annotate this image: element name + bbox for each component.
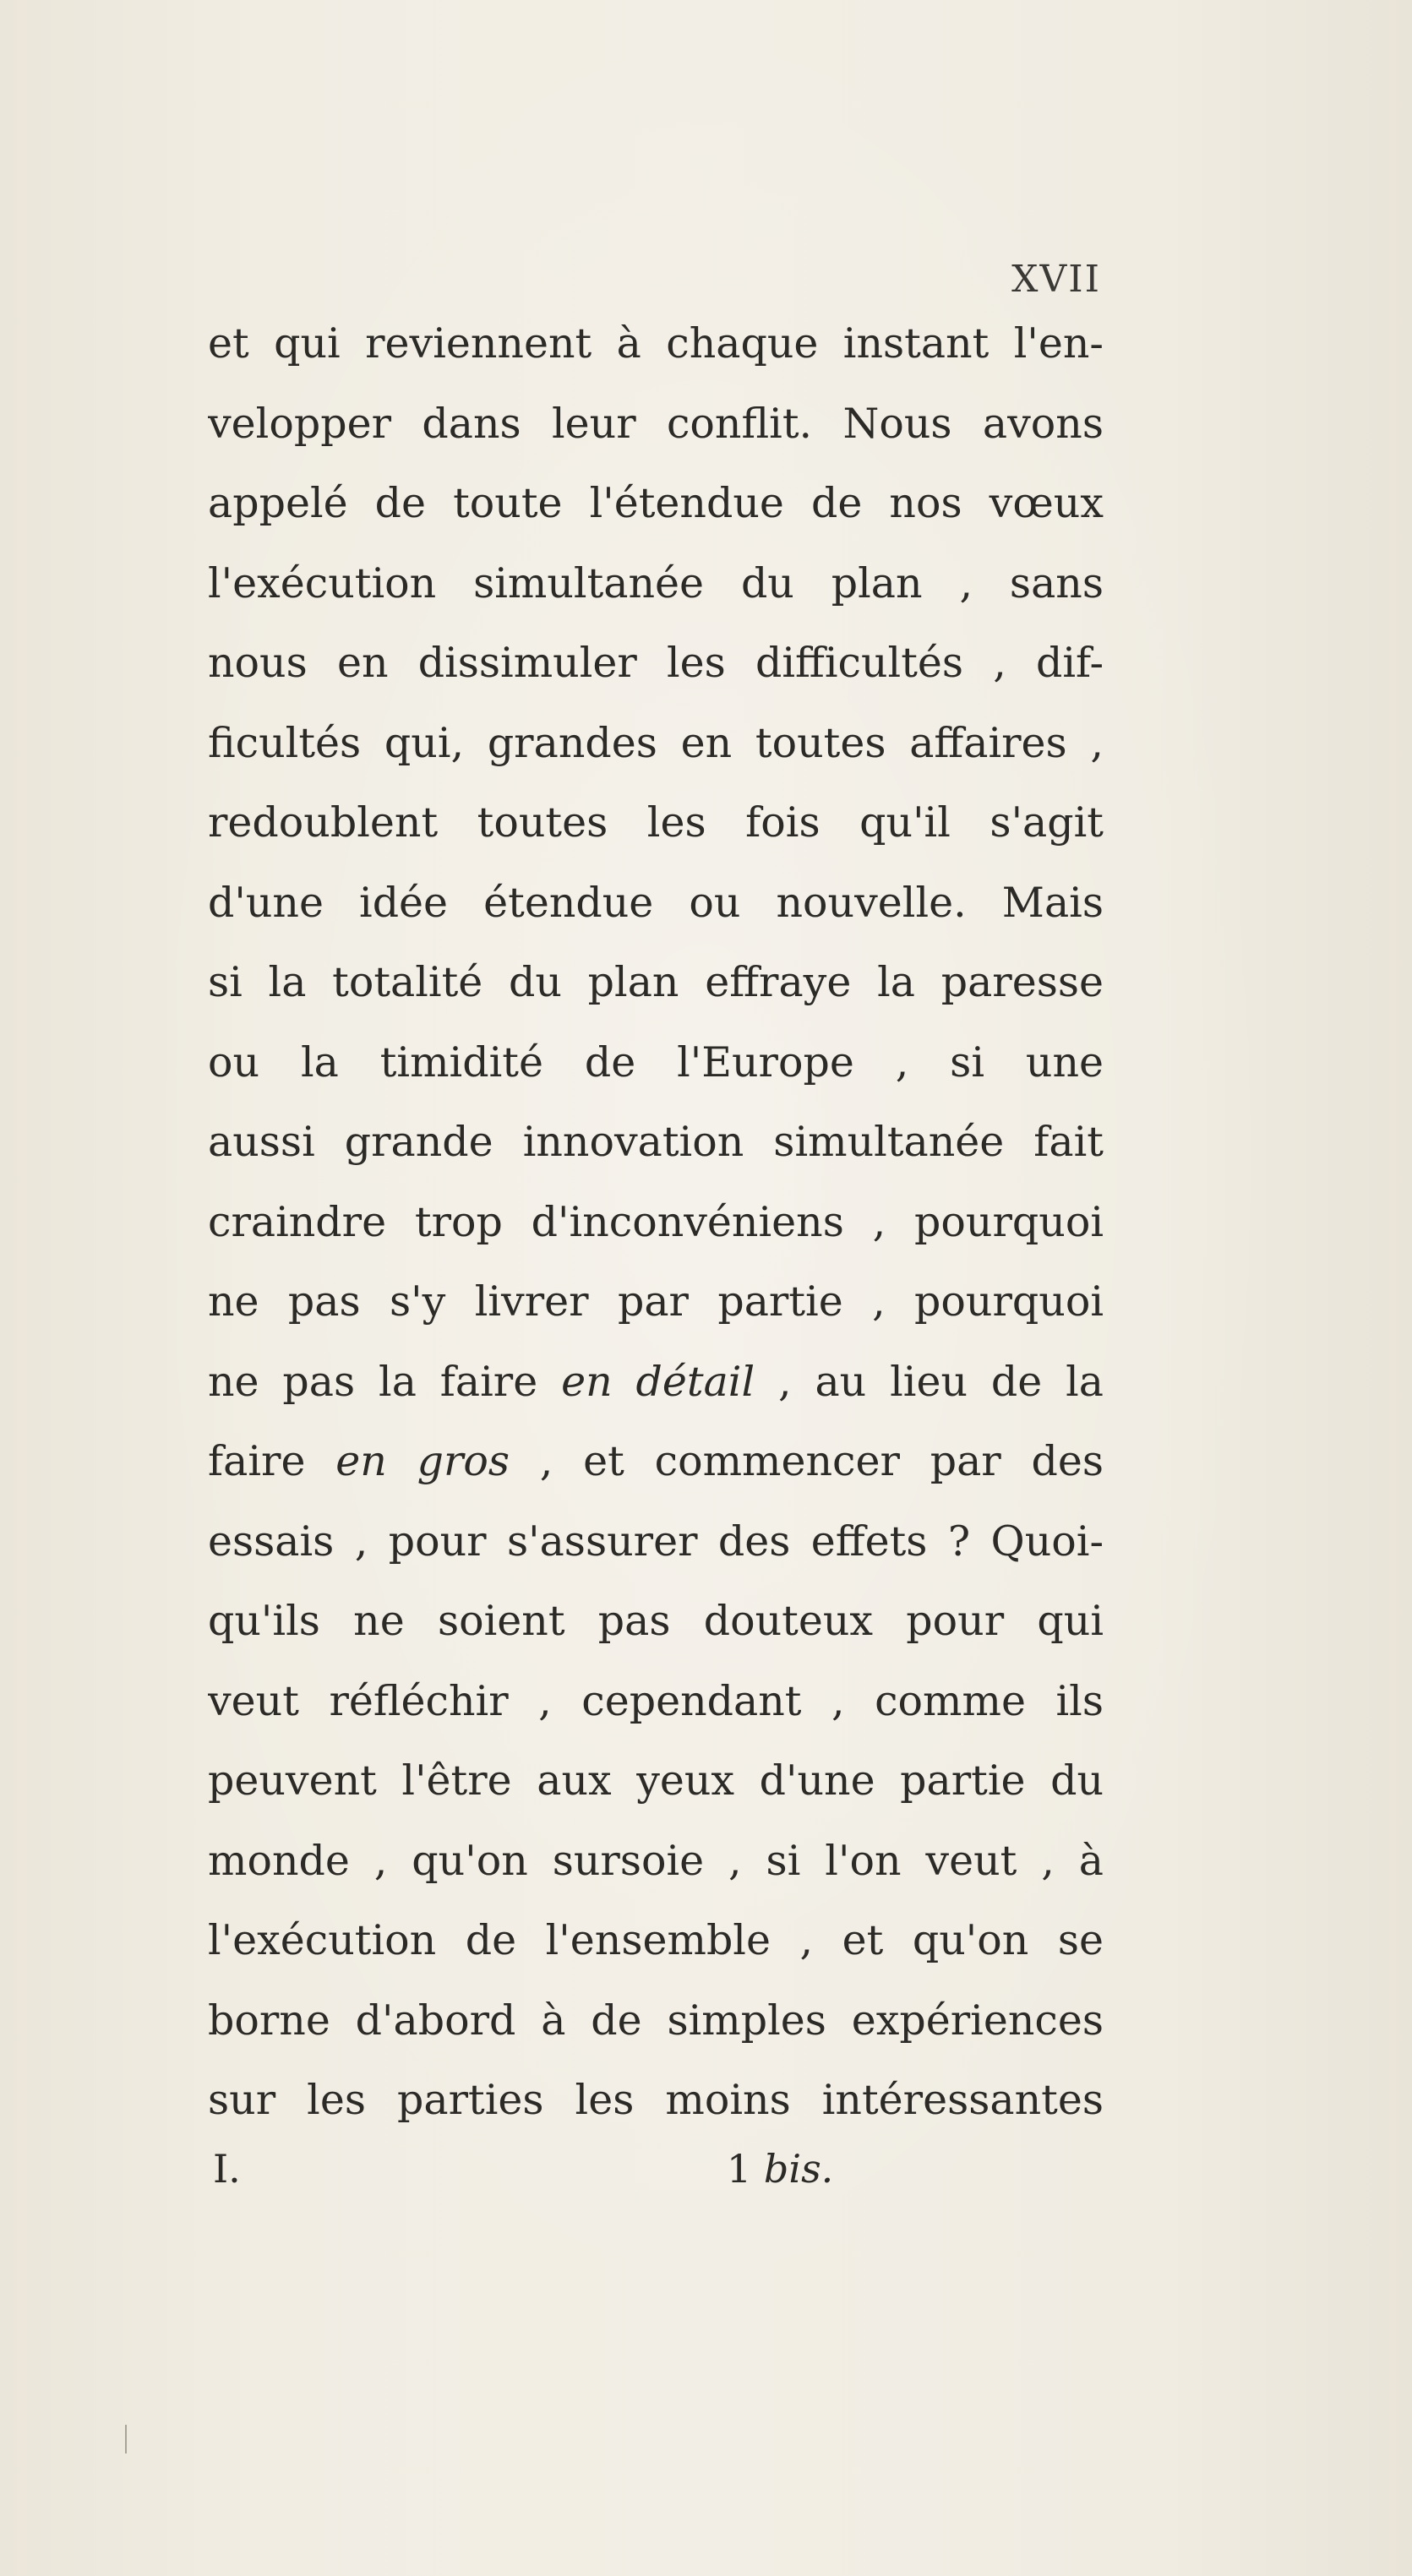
- line-text: ne pas la faire: [208, 1357, 562, 1406]
- text-line: d'une idée étendue ou nouvelle. Mais: [208, 878, 1104, 927]
- page-footer: [0, 2146, 1412, 2205]
- gathering-mark: [727, 2146, 833, 2192]
- text-line: l'exécution de l'ensemble , et qu'on se: [208, 1916, 1104, 1964]
- page-number: XVII: [1011, 258, 1101, 301]
- text-line: monde , qu'on sursoie , si l'on veut , à: [208, 1836, 1104, 1885]
- gathering-number: 1: [727, 2146, 752, 2192]
- text-line: ne pas s'y livrer par partie , pourquoi: [208, 1277, 1104, 1326]
- text-line: sur les parties les moins intéressantes: [208, 2076, 1104, 2124]
- paper-mark: [125, 2425, 127, 2453]
- text-line: peuvent l'être aux yeux d'une partie du: [208, 1756, 1104, 1805]
- text-line: veut réfléchir , cependant , comme ils: [208, 1676, 1104, 1725]
- text-line: redoublent toutes les fois qu'il s'agit: [208, 798, 1104, 847]
- text-line-with-italic: [208, 1422, 1104, 1502]
- line-text: faire: [208, 1437, 336, 1485]
- body-text: [208, 304, 1104, 2141]
- text-line: aussi grande innovation simultanée fait: [208, 1118, 1104, 1166]
- text-line-with-italic: [208, 1342, 1104, 1423]
- text-line: appelé de toute l'étendue de nos vœux: [208, 479, 1104, 527]
- text-line: ou la timidité de l'Europe , si une: [208, 1037, 1104, 1086]
- text-line: velopper dans leur conflit. Nous avons: [208, 399, 1104, 448]
- italic-phrase: en gros: [335, 1437, 510, 1485]
- text-line: et qui reviennent à chaque instant l'en-: [208, 319, 1104, 368]
- text-line: si la totalité du plan effraye la paresse: [208, 958, 1104, 1006]
- text-line: nous en dissimuler les difficultés , dif-: [208, 639, 1104, 687]
- gathering-suffix: bis.: [763, 2146, 834, 2192]
- line-text: , et commencer par des: [510, 1437, 1104, 1485]
- italic-phrase: en détail: [561, 1357, 755, 1406]
- text-line: essais , pour s'assurer des effets ? Quoi-: [208, 1517, 1104, 1566]
- signature-mark: I.: [213, 2146, 241, 2192]
- text-line: borne d'abord à de simples expériences: [208, 1996, 1104, 2045]
- text-line: craindre trop d'inconvéniens , pourquoi: [208, 1197, 1104, 1246]
- text-line: ficultés qui, grandes en toutes affaires ,: [208, 718, 1104, 767]
- text-line: l'exécution simultanée du plan , sans: [208, 558, 1104, 607]
- text-line: qu'ils ne soient pas douteux pour qui: [208, 1597, 1104, 1645]
- line-text: , au lieu de la: [755, 1357, 1104, 1406]
